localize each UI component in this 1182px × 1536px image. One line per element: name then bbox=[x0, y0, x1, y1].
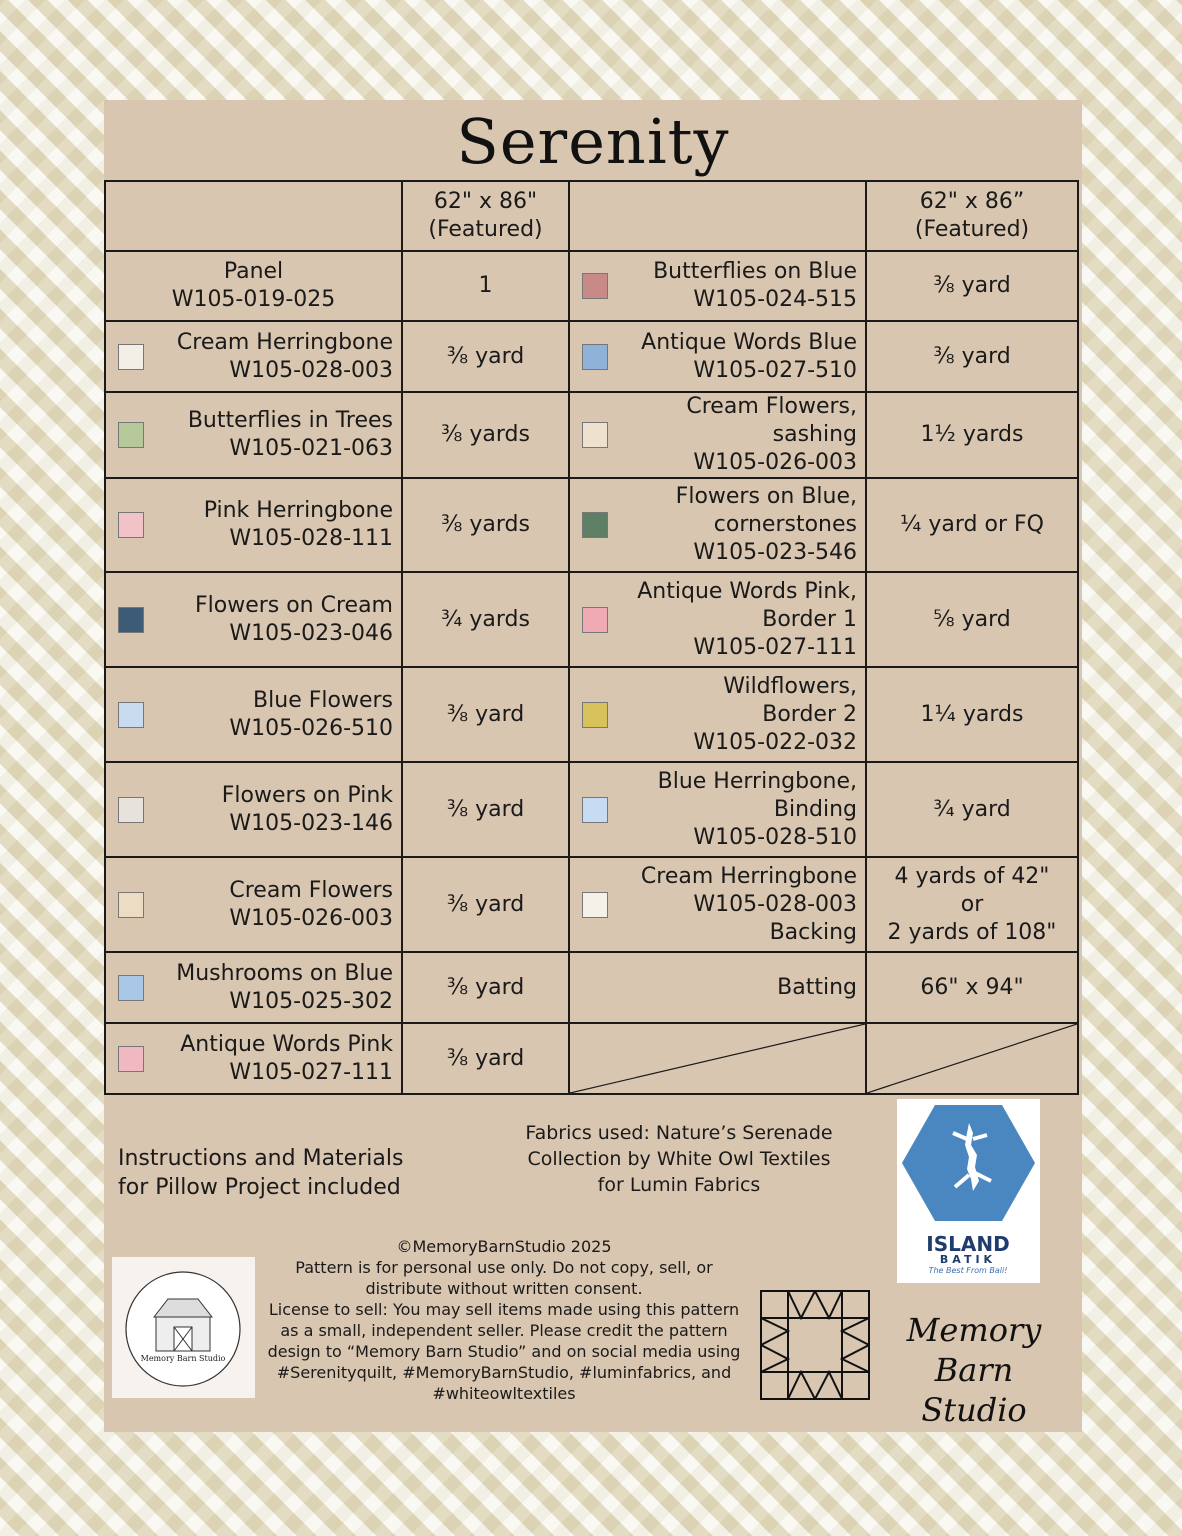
left-fabric-cell bbox=[105, 321, 402, 392]
fabric-swatch bbox=[582, 797, 608, 823]
fabric-name: Butterflies in Trees W105-021-063 bbox=[187, 408, 393, 461]
right-fabric-cell bbox=[569, 667, 866, 762]
left-quantity-cell bbox=[402, 667, 569, 762]
svg-text:Memory Barn Studio: Memory Barn Studio bbox=[140, 1354, 226, 1363]
quantity: ⅜ yard bbox=[446, 343, 525, 369]
left-quantity-cell bbox=[402, 952, 569, 1023]
quantity: ⅜ yard bbox=[446, 974, 525, 1000]
left-fabric-cell bbox=[105, 572, 402, 667]
right-quantity-cell bbox=[866, 667, 1078, 762]
right-quantity-cell bbox=[866, 857, 1078, 952]
header-size-featured: 62" x 86” (Featured) bbox=[866, 181, 1078, 251]
fabric-name: Cream Flowers W105-026-003 bbox=[229, 877, 393, 931]
fabric-name: Cream Herringbone W105-028-003 bbox=[176, 329, 393, 383]
quantity: ⅜ yard bbox=[933, 343, 1011, 369]
fabric-name: Pink Herringbone W105-028-111 bbox=[203, 498, 393, 551]
table-header-row bbox=[105, 181, 1078, 251]
fabric-name: Blue Flowers W105-026-510 bbox=[229, 687, 393, 741]
fabric-name: Flowers on Cream W105-023-046 bbox=[194, 592, 393, 646]
table-row bbox=[105, 1023, 1078, 1094]
table-row bbox=[105, 572, 1078, 667]
quantity: ⅜ yard bbox=[933, 273, 1011, 298]
quilt-block-logo bbox=[760, 1290, 870, 1400]
right-quantity-cell bbox=[866, 1023, 1078, 1094]
left-quantity-cell bbox=[402, 321, 569, 392]
header-cell bbox=[569, 181, 866, 251]
right-quantity-cell bbox=[866, 572, 1078, 667]
quantity: 4 yards of 42" or 2 yards of 108" bbox=[887, 863, 1057, 945]
fabric-swatch bbox=[582, 607, 608, 633]
left-quantity-cell bbox=[402, 392, 569, 478]
right-quantity-cell bbox=[866, 321, 1078, 392]
table-row bbox=[105, 478, 1078, 572]
left-fabric-cell bbox=[105, 667, 402, 762]
fabric-swatch bbox=[582, 702, 608, 728]
quantity: ¾ yard bbox=[933, 796, 1011, 822]
right-fabric-cell bbox=[569, 478, 866, 572]
fabric-name: Mushrooms on Blue W105-025-302 bbox=[176, 960, 393, 1014]
fabric-swatch bbox=[582, 422, 608, 448]
fabric-name: Antique Words Blue W105-027-510 bbox=[641, 329, 857, 383]
fabric-name: Flowers on Blue, cornerstones W105-023-546 bbox=[675, 484, 857, 565]
left-fabric-cell bbox=[105, 392, 402, 478]
svg-text:ISLAND: ISLAND bbox=[926, 1232, 1010, 1256]
pillow-note: Instructions and Materials for Pillow Project included bbox=[118, 1146, 404, 1200]
quantity: 1 bbox=[478, 273, 493, 298]
fabric-swatch bbox=[118, 512, 144, 538]
left-quantity-cell bbox=[402, 857, 569, 952]
table-row bbox=[105, 952, 1078, 1023]
left-quantity-cell bbox=[402, 478, 569, 572]
svg-text:The Best From Bali!: The Best From Bali! bbox=[928, 1266, 1008, 1275]
left-quantity-cell bbox=[402, 572, 569, 667]
fabrics-used-note: Fabrics used: Nature’s Serenade Collection by White Owl Textiles for Lumin Fabrics bbox=[525, 1122, 833, 1196]
right-fabric-cell bbox=[569, 392, 866, 478]
fabric-swatch bbox=[118, 797, 144, 823]
left-fabric-cell bbox=[105, 762, 402, 857]
right-quantity-cell bbox=[866, 762, 1078, 857]
table-row bbox=[105, 667, 1078, 762]
fabric-swatch bbox=[582, 892, 608, 918]
right-fabric-cell bbox=[569, 952, 866, 1023]
table-row bbox=[105, 857, 1078, 952]
left-quantity-cell bbox=[402, 762, 569, 857]
fabric-name: Panel W105-019-025 bbox=[171, 259, 336, 312]
header-size-featured: 62" x 86" (Featured) bbox=[402, 181, 569, 251]
quantity: 66" x 94" bbox=[920, 974, 1024, 1000]
quantity: 1½ yards bbox=[920, 422, 1024, 447]
fabric-swatch bbox=[582, 273, 608, 299]
right-fabric-cell bbox=[569, 1023, 866, 1094]
right-quantity-cell bbox=[866, 392, 1078, 478]
right-fabric-cell bbox=[569, 251, 866, 321]
right-quantity-cell bbox=[866, 251, 1078, 321]
left-fabric-cell bbox=[105, 952, 402, 1023]
table-row bbox=[105, 321, 1078, 392]
right-quantity-cell bbox=[866, 478, 1078, 572]
left-quantity-cell bbox=[402, 251, 569, 321]
studio-name: Memory Barn Studio bbox=[906, 1311, 1042, 1429]
fabric-swatch bbox=[118, 702, 144, 728]
table-row bbox=[105, 762, 1078, 857]
left-quantity-cell bbox=[402, 1023, 569, 1094]
fabric-name: Cream Flowers, sashing W105-026-003 bbox=[686, 394, 857, 475]
left-fabric-cell bbox=[105, 857, 402, 952]
fabric-name: Wildflowers, Border 2 W105-022-032 bbox=[693, 673, 857, 755]
left-fabric-cell bbox=[105, 478, 402, 572]
fabric-requirements-table bbox=[104, 180, 1079, 1095]
memory-barn-logo bbox=[112, 1257, 255, 1398]
svg-text:BATIK: BATIK bbox=[939, 1253, 997, 1266]
quantity: ⅜ yard bbox=[446, 891, 525, 917]
quantity: ⅜ yard bbox=[446, 701, 525, 727]
quantity: ¼ yard or FQ bbox=[900, 512, 1044, 537]
quantity: 1¼ yards bbox=[920, 701, 1024, 727]
quantity: ⅜ yard bbox=[446, 796, 525, 822]
fabric-swatch bbox=[118, 975, 144, 1001]
copyright-notice: ©MemoryBarnStudio 2025 Pattern is for personal use only. Do not copy, sell, or distribute without written consent. License to sell: You may sell items made using this pattern as a small, independent seller. Please credit the pattern design to “Memory Barn Studio” and on social media using #Serenityquilt, #MemoryBarnStudio, #luminfabrics, and #whiteowltextiles bbox=[267, 1237, 741, 1403]
fabric-swatch bbox=[118, 892, 144, 918]
quantity: ¾ yards bbox=[441, 606, 530, 632]
right-fabric-cell bbox=[569, 857, 866, 952]
fabric-swatch bbox=[118, 422, 144, 448]
fabric-name: Batting bbox=[777, 974, 857, 1000]
left-fabric-cell bbox=[105, 251, 402, 321]
table-row bbox=[105, 251, 1078, 321]
quantity: ⅜ yards bbox=[441, 422, 530, 447]
fabric-swatch bbox=[118, 344, 144, 370]
right-fabric-cell bbox=[569, 572, 866, 667]
header-cell bbox=[105, 181, 402, 251]
fabric-swatch bbox=[118, 607, 144, 633]
fabric-name: Flowers on Pink W105-023-146 bbox=[221, 782, 393, 836]
quantity: ⅜ yard bbox=[446, 1045, 525, 1071]
fabric-name: Antique Words Pink W105-027-111 bbox=[180, 1031, 393, 1085]
right-fabric-cell bbox=[569, 321, 866, 392]
island-batik-logo bbox=[897, 1099, 1040, 1283]
pattern-card bbox=[104, 100, 1082, 1432]
fabric-name: Butterflies on Blue W105-024-515 bbox=[653, 259, 857, 312]
fabric-name: Cream Herringbone W105-028-003 Backing bbox=[640, 863, 857, 945]
quantity: ⅝ yard bbox=[933, 606, 1011, 632]
right-fabric-cell bbox=[569, 762, 866, 857]
fabric-swatch bbox=[582, 344, 608, 370]
quantity: ⅜ yards bbox=[441, 512, 530, 537]
table-row bbox=[105, 392, 1078, 478]
fabric-swatch bbox=[118, 1046, 144, 1072]
fabric-name: Blue Herringbone, Binding W105-028-510 bbox=[657, 768, 857, 850]
fabric-name: Antique Words Pink, Border 1 W105-027-111 bbox=[637, 578, 857, 660]
left-fabric-cell bbox=[105, 1023, 402, 1094]
fabric-swatch bbox=[582, 512, 608, 538]
right-quantity-cell bbox=[866, 952, 1078, 1023]
page-title: Serenity bbox=[456, 105, 730, 178]
